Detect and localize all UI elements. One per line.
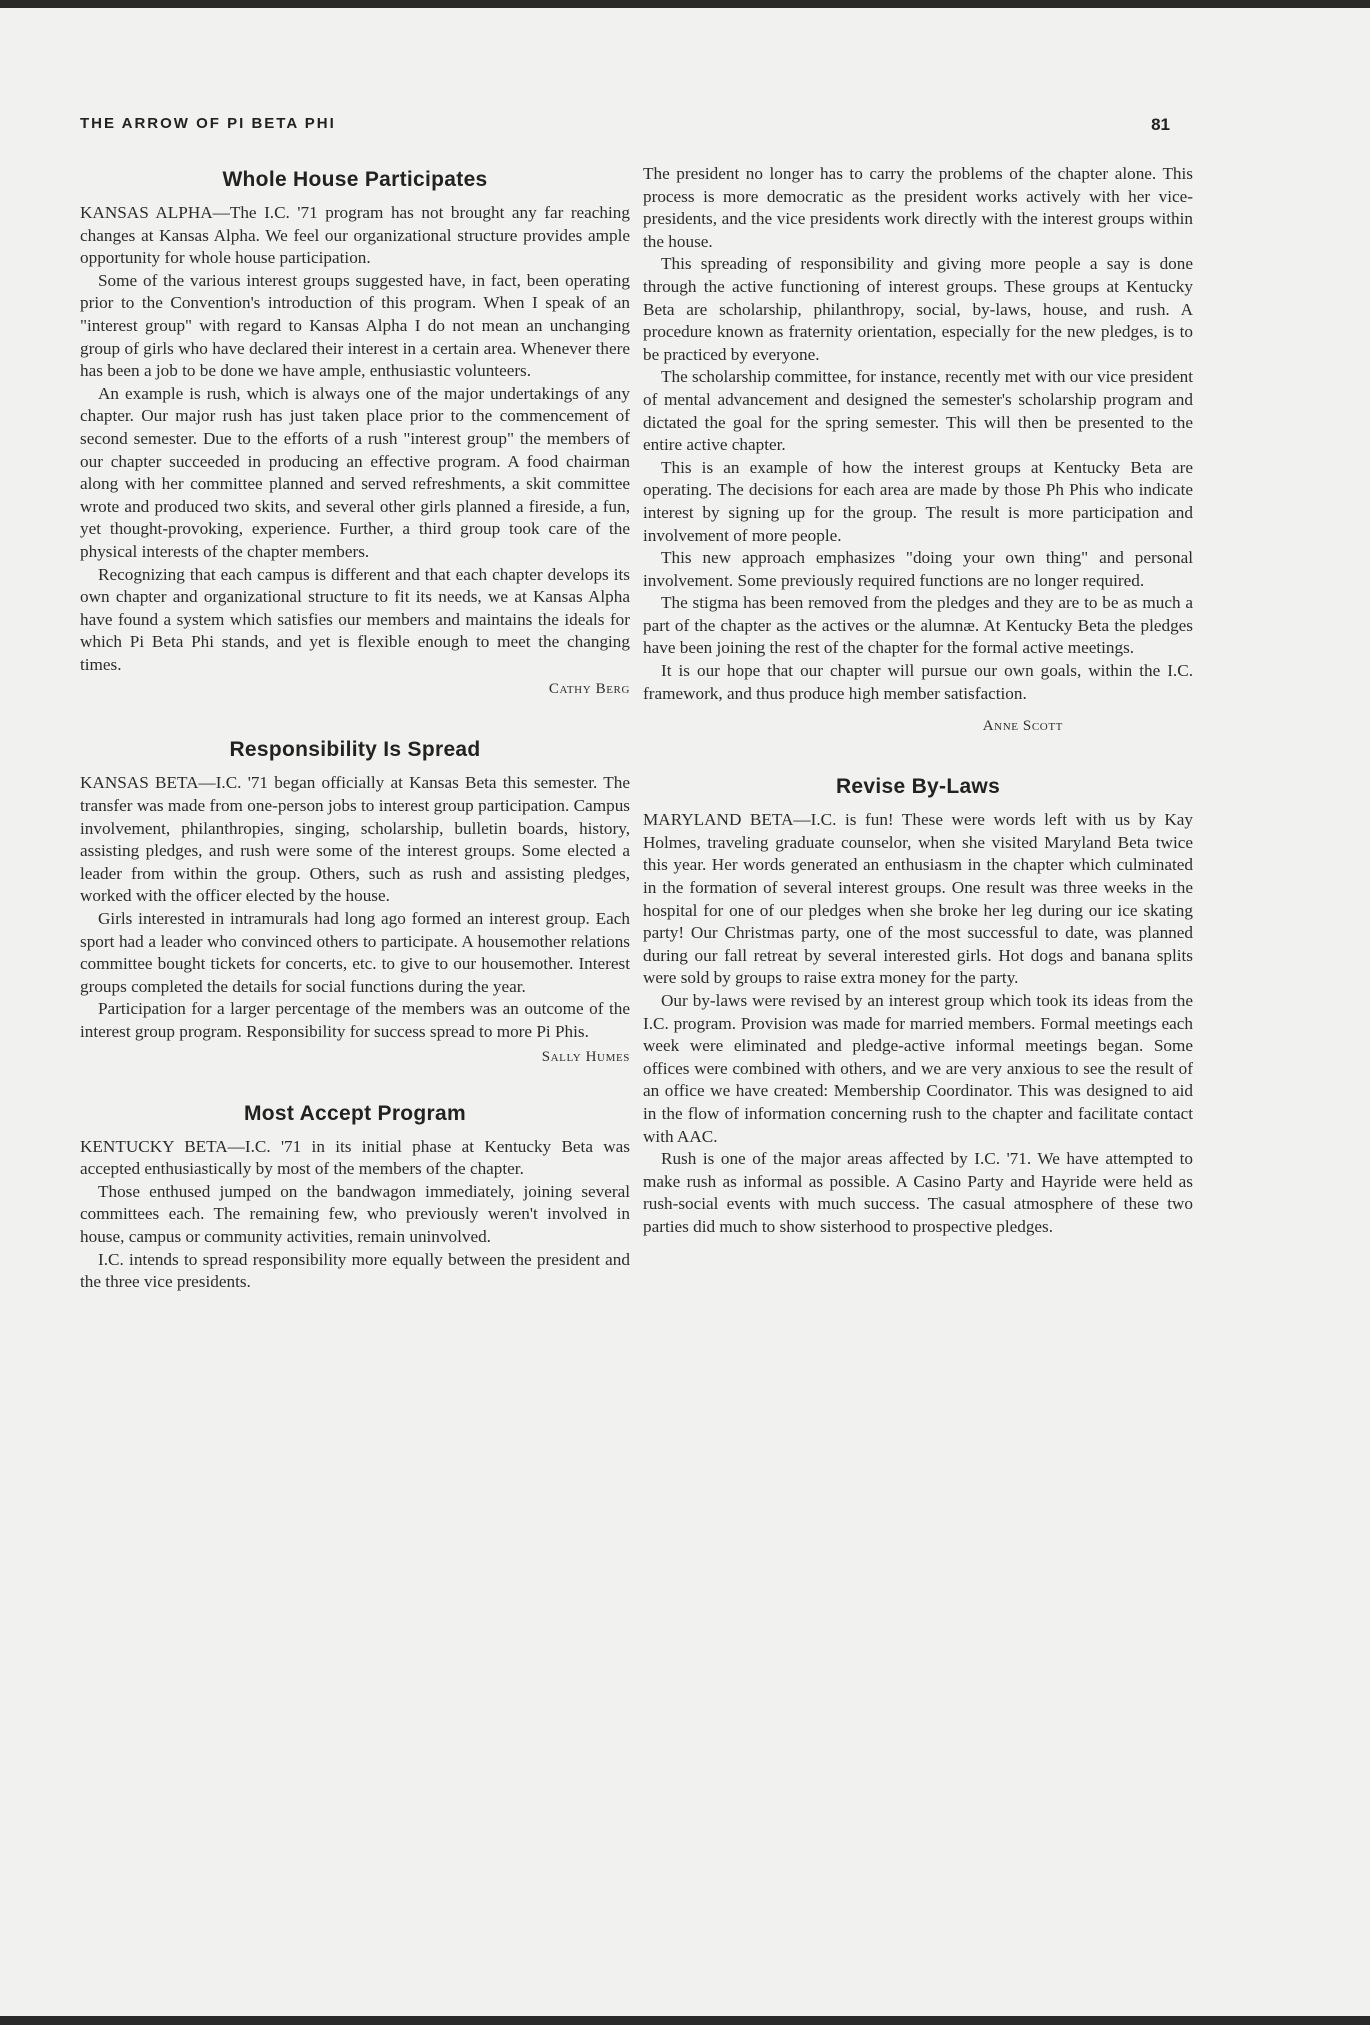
section-spacer [80,1068,630,1102]
article-paragraph: KANSAS ALPHA—The I.C. '71 program has not brought any far reaching changes at Kansas Alpha. We feel our organizational structure provides ample opportunity for whole house participation. [80,203,630,268]
article-heading: Whole House Participates [222,168,488,191]
article-most-accept-continued [643,163,1193,737]
article-heading: Revise By-Laws [835,775,1001,799]
article-paragraph: It is our hope that our chapter will pursue our own goals, within the I.C. framework, and thus produce high member satisfaction. [643,661,1193,703]
article-paragraph: Those enthused jumped on the bandwagon immediately, joining several committees each. The remaining few, who previously weren't involved in house, campus or community activities, remain uninvolved. [80,1181,630,1246]
left-column [80,168,630,1294]
running-head [80,115,1170,139]
article-paragraph: I.C. intends to spread responsibility more equally between the president and the three vice presidents. [80,1249,630,1292]
author-signature: Anne Scott [982,718,1063,735]
article-paragraph: This is an example of how the interest groups at Kentucky Beta are operating. The decisions for each area are made by those Ph Phis who indicate interest by signing up for the group. The result is more participation and involvement of more people. [643,457,1193,545]
article-paragraph: Girls interested in intramurals had long ago formed an interest group. Each sport had a leader who convinced others to participate. A housemother relations committee bought tickets for concerts, etc. to give to our housemother. Interest groups completed the details for social functions during the year. [80,909,630,996]
article-paragraph: KENTUCKY BETA—I.C. '71 in its initial phase at Kentucky Beta was accepted enthusiastically by most of the members of the chapter. [80,1136,630,1179]
article-heading: Responsibility Is Spread [229,738,481,762]
article-paragraph: Recognizing that each campus is different and that each chapter develops its own chapter and organizational structure to fit its needs, we at Kansas Alpha have found a system which satisfies our members and maintains the ideals for which Pi Beta Phi stands, and yet is flexible enough to meet the changing times. [80,564,630,674]
article-responsibility [80,738,630,1067]
article-paragraph: Rush is one of the major areas affected by I.C. '71. We have attempted to make rush as informal as possible. A Casino Party and Hayride were held as rush-social events with much success. The casual atmosphere of these two parties did much to show sisterhood to prospective pledges. [643,1149,1193,1236]
article-paragraph: The stigma has been removed from the pledges and they are to be as much a part of the chapter as the actives or the alumnæ. At Kentucky Beta the pledges have been joining the rest of the chapter for the formal active meetings. [643,593,1193,658]
article-paragraph: Some of the various interest groups suggested have, in fact, been operating prior to the Convention's introduction of this program. When I speak of an "interest group" with regard to Kansas Alpha I do not mean an unchanging group of girls who have declared their interest in a certain area. Whenever there has been a job to be done we have ample, enthusiastic volunteers. [80,270,630,381]
section-spacer [643,737,1193,775]
author-signature: Cathy Berg [548,681,630,698]
right-column [643,163,1193,1239]
article-paragraph: This spreading of responsibility and giving more people a say is done through the active functioning of interest groups. These groups at Kentucky Beta are scholarship, philanthropy, social, by-laws, house, and rush. A procedure known as fraternity orientation, especially for the new pledges, is to be practiced by everyone. [643,254,1193,364]
article-revise-bylaws [643,775,1193,1238]
page-number: 81 [1151,115,1170,134]
article-paragraph: KANSAS BETA—I.C. '71 began officially at Kansas Beta this semester. The transfer was made from one-person jobs to interest group participation. Campus involvement, philanthropies, singing, scholarship, bulletin boards, history, assisting pledges, and rush were some of the interest groups. Some elected a leader from within the group. Others, such as rush and assisting pledges, worked with the officer elected by the house. [80,773,630,906]
publication-title: THE ARROW OF PI BETA PHI [80,115,336,132]
magazine-page [0,8,1370,2016]
article-paragraph: MARYLAND BETA—I.C. is fun! These were words left with us by Kay Holmes, traveling graduate counselor, when she visited Maryland Beta twice this year. Her words generated an enthusiasm in the chapter which culminated in the formation of several interest groups. One result was three weeks in the hospital for one of our pledges when she broke her leg during our ice skating party! Our Christmas party, one of the most successful to date, was planned during our fall retreat by several interested girls. Hot dogs and banana splits were sold by groups to raise extra money for the party. [643,810,1193,988]
article-paragraph: This new approach emphasizes "doing your own thing" and personal involvement. Some previously required functions are no longer required. [643,548,1193,590]
article-paragraph: An example is rush, which is always one of the major undertakings of any chapter. Our major rush has just taken place prior to the commencement of second semester. Due to the efforts of a rush "interest group" the members of our chapter succeeded in producing an effective program. A food chairman along with her committee planned and served refreshments, a skit committee wrote and produced two skits, and several other girls planned a fireside, a fun, yet thought-provoking, experience. Further, a third group took care of the physical interests of the chapter members. [80,383,630,561]
article-paragraph: Participation for a larger percentage of the members was an outcome of the interest group program. Responsibility for success spread to more Pi Phis. [80,999,630,1041]
section-spacer [80,700,630,738]
article-heading: Most Accept Program [244,1101,466,1125]
author-signature: Sally Humes [541,1048,630,1065]
article-whole-house [80,168,630,700]
article-paragraph: Our by-laws were revised by an interest group which took its ideas from the I.C. program. Provision was made for married members. Formal meetings each week were eliminated and pledge-active informal meetings began. Some offices were combined with others, and we are very anxious to see the result of an office we have created: Membership Coordinator. This was designed to aid in the flow of information concerning rush to the chapter and facilitate contact with AAC. [643,991,1193,1146]
article-paragraph: The scholarship committee, for instance, recently met with our vice president of mental advancement and designed the semester's scholarship program and dictated the goal for the spring semester. This will then be presented to the entire active chapter. [643,367,1193,455]
article-paragraph: The president no longer has to carry the problems of the chapter alone. This process is more democratic as the president works actively with her vice-presidents, and the vice presidents work directly with the interest groups within the house. [643,164,1193,251]
article-most-accept [80,1102,630,1294]
